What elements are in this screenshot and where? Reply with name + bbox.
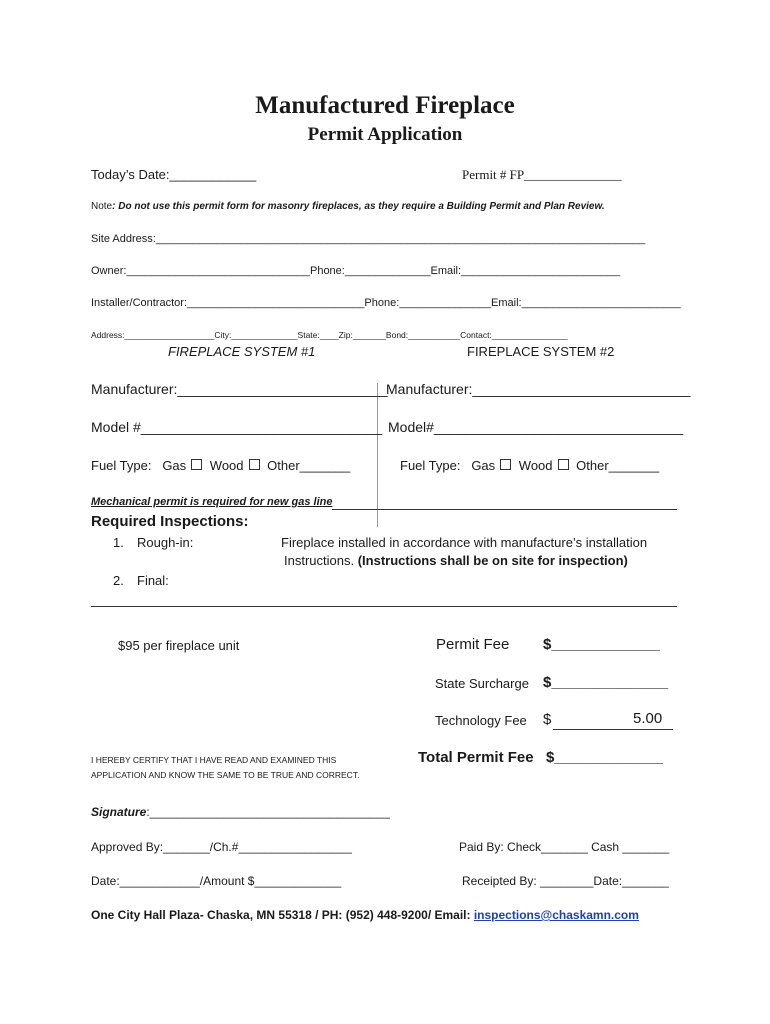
- system2-gas-checkbox[interactable]: [500, 459, 511, 470]
- inspection-item-1-label: Rough-in:: [137, 535, 194, 550]
- system1-manufacturer-field[interactable]: Manufacturer:___________________________: [91, 381, 388, 397]
- inspection-item-2-number: 2.: [113, 573, 124, 588]
- system2-model-field[interactable]: Model#________________________________: [388, 419, 684, 435]
- site-address-field[interactable]: Site Address:________________________________________________________________________________: [91, 233, 646, 245]
- footer-address: One City Hall Plaza- Chaska, MN 55318 / PH: (952) 448-9200/ Email:: [91, 908, 474, 922]
- system2-fuel-label: Fuel Type:: [400, 458, 461, 473]
- total-permit-fee-field[interactable]: $_____________: [546, 749, 663, 766]
- system2-fuel-type: [400, 458, 659, 473]
- system1-wood-checkbox[interactable]: [249, 459, 260, 470]
- system2-wood-label: Wood: [518, 458, 553, 473]
- note-text: : Do not use this permit form for masonry fireplaces, as they require a Building Permit and Plan Review.: [112, 201, 605, 212]
- note: [91, 201, 605, 212]
- certification-line-1: I HEREBY CERTIFY THAT I HAVE READ AND EXAMINED THIS: [91, 755, 337, 765]
- permit-fee-label: Permit Fee: [436, 636, 510, 653]
- signature-field[interactable]: [91, 805, 390, 819]
- system1-model-field[interactable]: Model #_______________________________: [91, 419, 383, 435]
- receipted-by-field[interactable]: Receipted By: ________Date:_______: [462, 874, 669, 888]
- system1-fuel-type: [91, 458, 350, 473]
- todays-date-field[interactable]: Today’s Date:____________: [91, 167, 257, 182]
- per-unit-fee: $95 per fireplace unit: [118, 638, 240, 653]
- technology-fee-label: Technology Fee: [435, 713, 527, 728]
- system-divider: [377, 383, 378, 527]
- section-divider: [91, 606, 677, 607]
- address-line[interactable]: Address:___________________City:______________State:____Zip:_______Bond:___________Contact:________________: [91, 330, 568, 340]
- signature-label: Signature: [91, 805, 147, 819]
- footer-contact: [91, 908, 639, 922]
- system1-heading: FIREPLACE SYSTEM #1: [168, 344, 316, 359]
- inspections-heading: Required Inspections:: [91, 513, 249, 530]
- footer-email-link[interactable]: inspections@chaskamn.com: [473, 908, 639, 922]
- technology-fee-dollar: $: [543, 711, 552, 728]
- page-title: Manufactured Fireplace: [255, 92, 515, 119]
- system2-gas-label: Gas: [471, 458, 496, 473]
- installer-line[interactable]: Installer/Contractor:_____________________________Phone:_______________Email:__________________________: [91, 297, 681, 309]
- system2-heading: FIREPLACE SYSTEM #2: [467, 344, 615, 359]
- inspection-item-1-number: 1.: [113, 535, 124, 550]
- inspection-item-1-desc-2: [284, 553, 628, 568]
- system2-wood-checkbox[interactable]: [558, 459, 569, 470]
- signature-line[interactable]: :____________________________________: [146, 805, 390, 819]
- inspection-item-2-label: Final:: [137, 573, 169, 588]
- inspection-item-1-desc-plain: Instructions.: [284, 553, 358, 568]
- technology-fee-underline: [553, 729, 673, 730]
- page-subtitle: Permit Application: [307, 124, 463, 145]
- system1-wood-label: Wood: [209, 458, 244, 473]
- system1-fuel-label: Fuel Type:: [91, 458, 152, 473]
- technology-fee-amount[interactable]: 5.00: [633, 710, 663, 727]
- date-amount-field[interactable]: Date:____________/Amount $_____________: [91, 874, 342, 888]
- system1-gas-label: Gas: [162, 458, 187, 473]
- paid-by-field[interactable]: Paid By: Check_______ Cash _______: [459, 840, 670, 854]
- mechanical-permit-note: Mechanical permit is required for new gas line: [91, 496, 333, 508]
- mechanical-underline: [332, 509, 677, 510]
- system2-other-field[interactable]: Other_______: [576, 458, 660, 473]
- permit-number-field[interactable]: Permit # FP_______________: [462, 167, 622, 182]
- inspection-item-1-desc-bold: (Instructions shall be on site for inspection): [357, 553, 628, 568]
- certification-line-2: APPLICATION AND KNOW THE SAME TO BE TRUE AND CORRECT.: [91, 770, 360, 780]
- system2-manufacturer-field[interactable]: Manufacturer:____________________________: [386, 381, 691, 397]
- system1-other-field[interactable]: Other_______: [267, 458, 351, 473]
- approved-by-field[interactable]: Approved By:_______/Ch.#_________________: [91, 840, 352, 854]
- total-permit-fee-label: Total Permit Fee: [418, 749, 534, 766]
- owner-line[interactable]: Owner:______________________________Phone:______________Email:__________________________: [91, 265, 621, 277]
- inspection-item-1-desc-1: Fireplace installed in accordance with manufacture’s installation: [281, 535, 648, 550]
- state-surcharge-label: State Surcharge: [435, 676, 529, 691]
- state-surcharge-field[interactable]: $______________: [543, 674, 669, 691]
- permit-fee-field[interactable]: $_____________: [543, 636, 660, 653]
- note-prefix: Note: [91, 201, 113, 212]
- system1-gas-checkbox[interactable]: [191, 459, 202, 470]
